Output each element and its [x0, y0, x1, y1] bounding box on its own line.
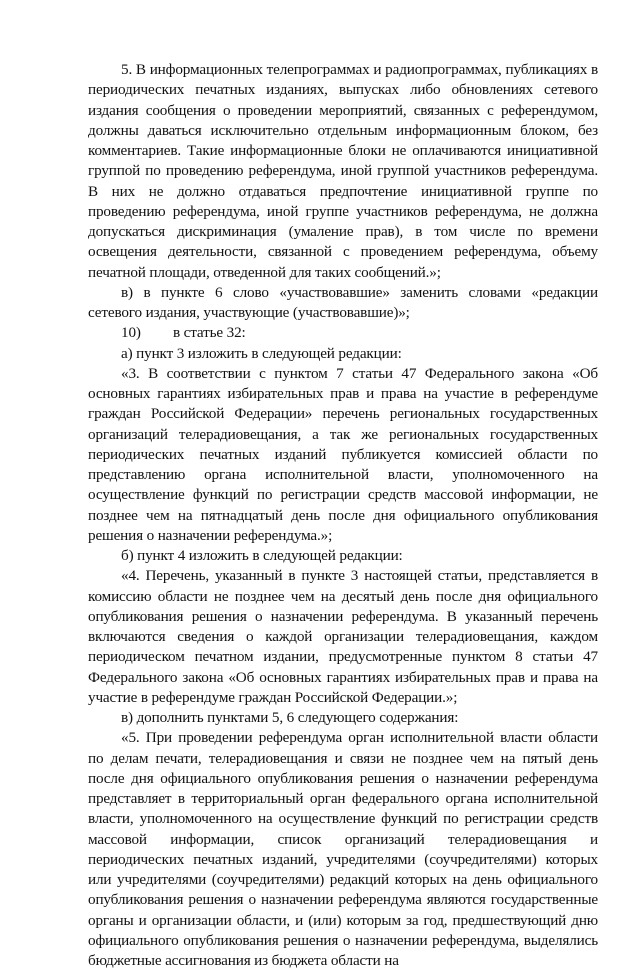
paragraph: в) дополнить пунктами 5, 6 следующего содержания: — [121, 709, 459, 726]
paragraph: а) пункт 3 изложить в следующей редакции: — [121, 344, 402, 362]
item-number: 10) — [121, 324, 141, 342]
paragraph: «4. Перечень, указанный в пункте 3 настоящей статьи, представляется в комиссию области не позднее чем на десятый день после дня официального опубликования решения о назначении референдума. В указанный перечень включаются сведения о каждой организации телерадиовещания, каждом периодическом печатном издании, предусмотренные пунктом 8 статьи 47 Федерального закона «Об основных гарантиях избирательных прав и права на участие в референдуме граждан Российской Федерации.»; — [88, 567, 598, 706]
item-10 — [88, 323, 598, 343]
paragraph: 5. В информационных телепрограммах и радиопрограммах, публикациях в периодических печатных изданиях, выпусках либо обновлениях сетевого издания сообщения о проведении мероприятий, связанных с референдумом, должны даваться исключительно отдельным информационным блоком, без комментариев. Такие информационные блоки не оплачиваются инициативной группой по проведению референдума, иной группой участников референдума. В них не должно отдаваться предпочтение инициативной группе по проведению референдума, иной группе участников референдума, не должна допускаться дискриминация (умаление прав), в том числе по времени освещения деятельности, связанной с проведением референдума, объему печатной площади, отведенной для таких сообщений.»; — [88, 61, 598, 281]
item-text: в статье 32: — [173, 324, 246, 342]
paragraph: «3. В соответствии с пунктом 7 статьи 47 Федерального закона «Об основных гарантиях избирательных прав и права на участие в референдуме граждан Российской Федерации» перечень региональных государственных организаций телерадиовещания, а так же региональных государственных периодических печатных изданий публикуется комиссией области по представлению органа исполнительной власти, уполномоченного на осуществление функций по регистрации средств массовой информации, не позднее чем на пятнадцатый день после дня официального опубликования решения о назначении референдума.»; — [88, 364, 598, 544]
paragraph: б) пункт 4 изложить в следующей редакции: — [121, 547, 403, 564]
paragraph: «5. При проведении референдума орган исполнительной власти области по делам печати, телерадиовещания и связи не позднее чем на пятый день после дня официального опубликования решения о назначении референдума представляет в территориальный орган федерального органа исполнительной власти, уполномоченного на осуществление функций по регистрации средств массовой информации, список организаций телерадиовещания и периодических печатных изданий, учредителями (соучредителями) которых или учредителями (соучредителями) редакций которых на день официального опубликования решения о назначении референдума являются государственные органы и организации области, и (или) которым за год, предшествующий дню официального опубликования решения о назначении референдума, выделялись бюджетные ассигнования из бюджета области на — [88, 729, 598, 969]
paragraph: в) в пункте 6 слово «участвовавшие» заменить словами «редакции сетевого издания, участвующие (участвовавшие)»; — [88, 283, 598, 321]
document-page — [88, 60, 598, 971]
